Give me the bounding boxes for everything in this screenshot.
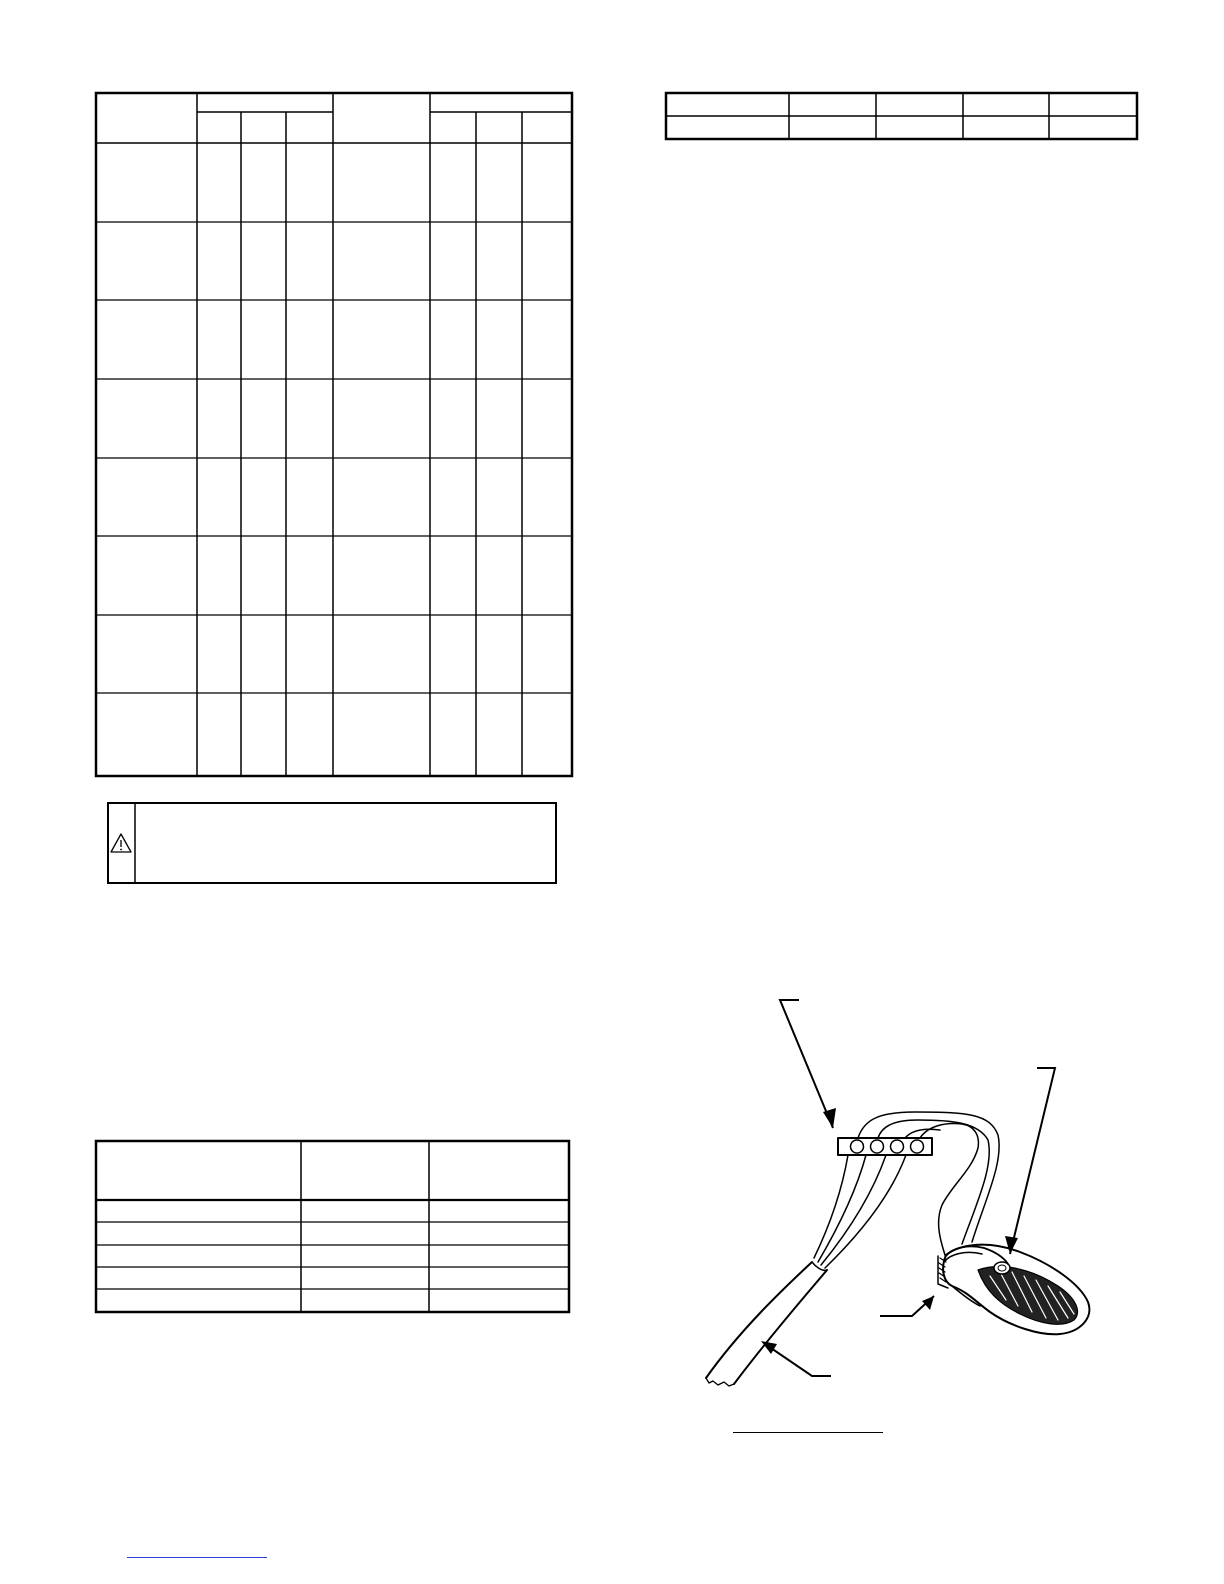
figure-caption-underline — [733, 1432, 883, 1433]
clip-callout-leader — [1010, 1068, 1055, 1254]
cable-jacket — [706, 1262, 812, 1378]
jacket-callout-leader — [768, 1346, 831, 1376]
band-callout-leader — [880, 1296, 934, 1316]
lower-left-table — [96, 1141, 569, 1312]
wire-harness-figure — [706, 1112, 1089, 1386]
footer-link-underline[interactable] — [127, 1557, 267, 1558]
warning-box — [108, 803, 556, 883]
main-grid-table — [96, 93, 572, 776]
warning-triangle-icon — [111, 834, 131, 852]
top-right-table — [666, 93, 1137, 139]
connector-callout-leader — [780, 1000, 833, 1128]
